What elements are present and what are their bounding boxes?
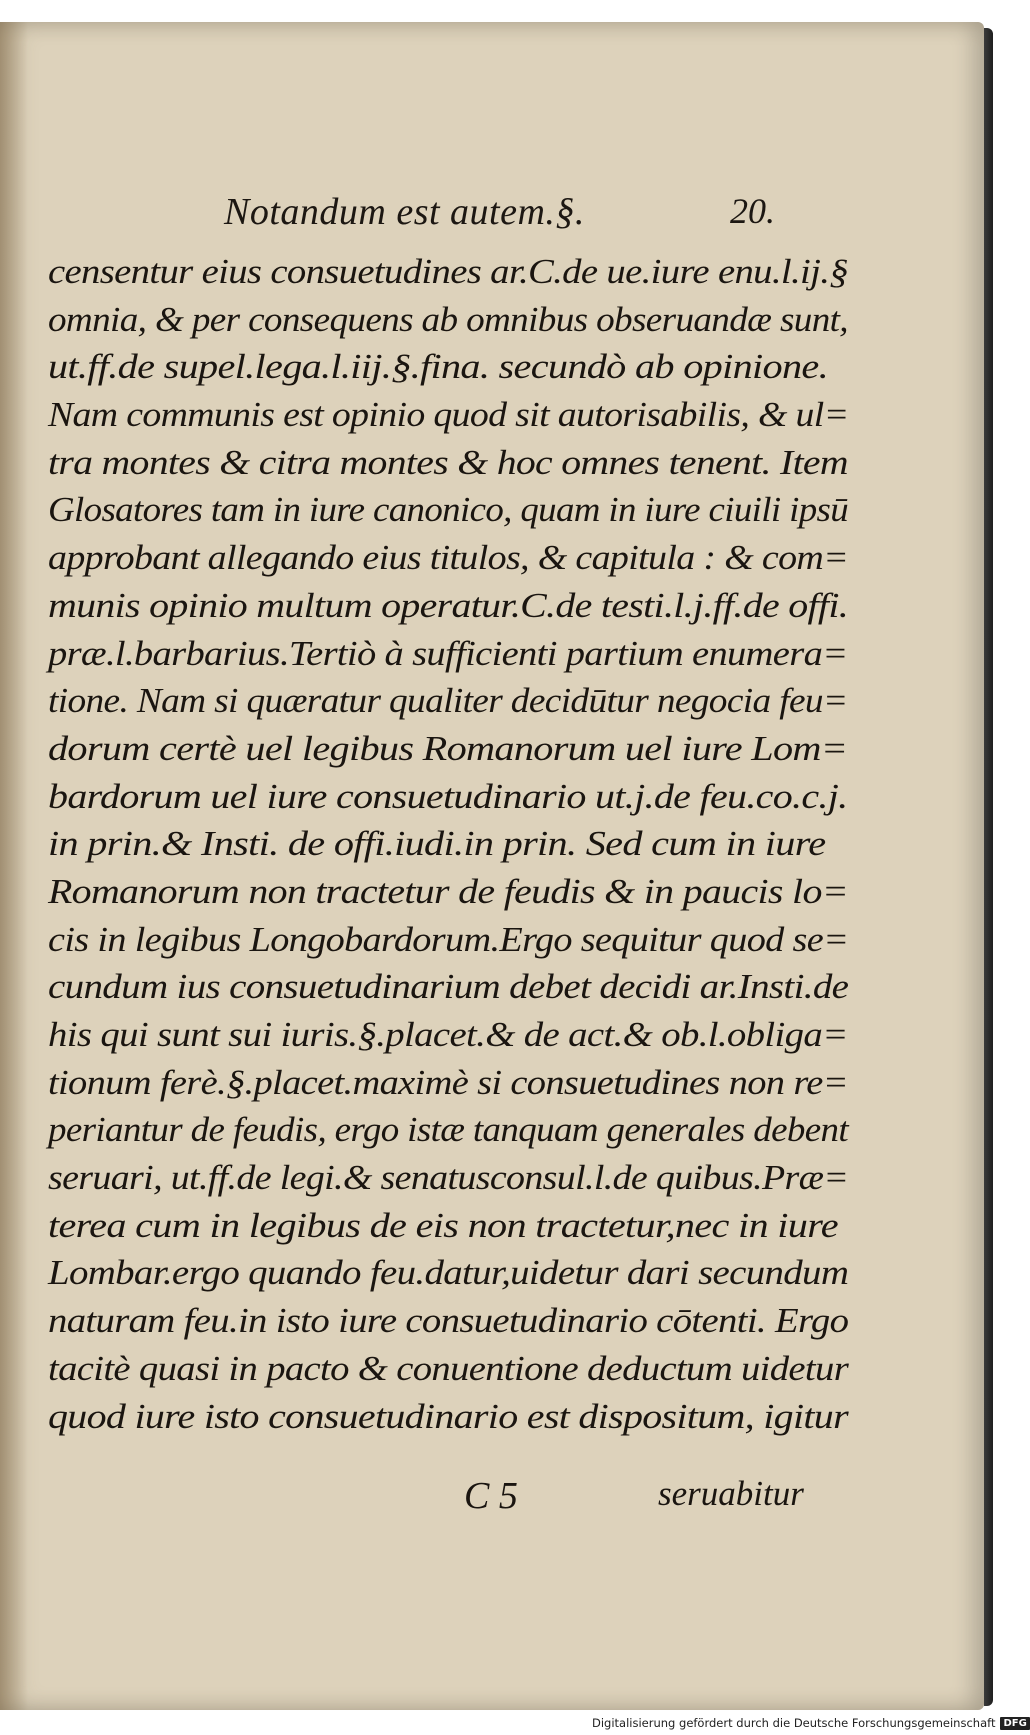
page-header [0, 190, 984, 240]
text-line: cundum ius consuetudinarium debet decidi ar.Insti.de [48, 967, 849, 1007]
text-line: ut.ff.de supel.lega.l.iij.§.fina. secundò ab opinione. [48, 347, 828, 387]
signature-mark: C 5 [464, 1475, 518, 1517]
text-line: Romanorum non tractetur de feudis & in paucis lo= [48, 871, 848, 911]
text-line: tionum ferè.§.placet.maximè si consuetudines non re= [48, 1062, 848, 1102]
text-line: munis opinio multum operatur.C.de testi.l.j.ff.de offi. [48, 585, 849, 625]
text-line: quod iure isto consuetudinario est dispositum, igitur [48, 1396, 848, 1436]
text-line: bardorum uel iure consuetudinario ut.j.de feu.co.c.j. [48, 776, 848, 816]
text-line: terea cum in legibus de eis non tractetur,nec in iure [48, 1205, 838, 1245]
text-line: approbant allegando eius titulos, & capitula : & com= [48, 538, 849, 578]
body-text [48, 248, 848, 1440]
text-line: tacitè quasi in pacto & conuentione deductum uidetur [48, 1348, 849, 1388]
running-head: Notandum est autem.§. [224, 191, 585, 233]
gutter-shadow [0, 22, 28, 1710]
dfg-logo: DFG [1000, 1717, 1029, 1730]
catchword: seruabitur [658, 1474, 804, 1513]
text-line: præ.l.barbarius.Tertiò à sufficienti partium enumera= [48, 633, 848, 673]
text-line: tra montes & citra montes & hoc omnes tenent. Item [48, 442, 848, 482]
text-line: Glosatores tam in iure canonico, quam in iure ciuili ipsū [48, 490, 849, 530]
credit-text: Digitalisierung gefördert durch die Deutsche Forschungsgemeinschaft [592, 1716, 996, 1730]
page-edge [984, 28, 993, 1706]
text-line: dorum certè uel legibus Romanorum uel iure Lom= [48, 728, 848, 768]
text-line: Lombar.ergo quando feu.datur,uidetur dari secundum [48, 1253, 849, 1293]
text-line: cis in legibus Longobardorum.Ergo sequitur quod se= [48, 919, 849, 959]
page-number: 20. [730, 191, 775, 231]
digitization-credit [592, 1713, 1030, 1733]
text-line: Nam communis est opinio quod sit autorisabilis, & ul= [48, 395, 849, 435]
text-line: censentur eius consuetudines ar.C.de ue.iure enu.l.ij.§ [48, 252, 848, 291]
text-line: naturam feu.in isto iure consuetudinario cōtenti. Ergo [48, 1301, 849, 1341]
text-line: in prin.& Insti. de offi.iudi.in prin. Sed cum in iure [48, 824, 826, 864]
text-line: his qui sunt sui iuris.§.placet.& de act.& ob.l.obliga= [48, 1015, 848, 1054]
text-line: seruari, ut.ff.de legi.& senatusconsul.l.de quibus.Præ= [48, 1158, 849, 1198]
text-line: omnia, & per consequens ab omnibus obseruandæ sunt, [48, 299, 848, 339]
text-line: tione. Nam si quæratur qualiter decidūtur negocia feu= [48, 681, 848, 721]
text-line: periantur de feudis, ergo istæ tanquam generales debent [48, 1110, 849, 1150]
